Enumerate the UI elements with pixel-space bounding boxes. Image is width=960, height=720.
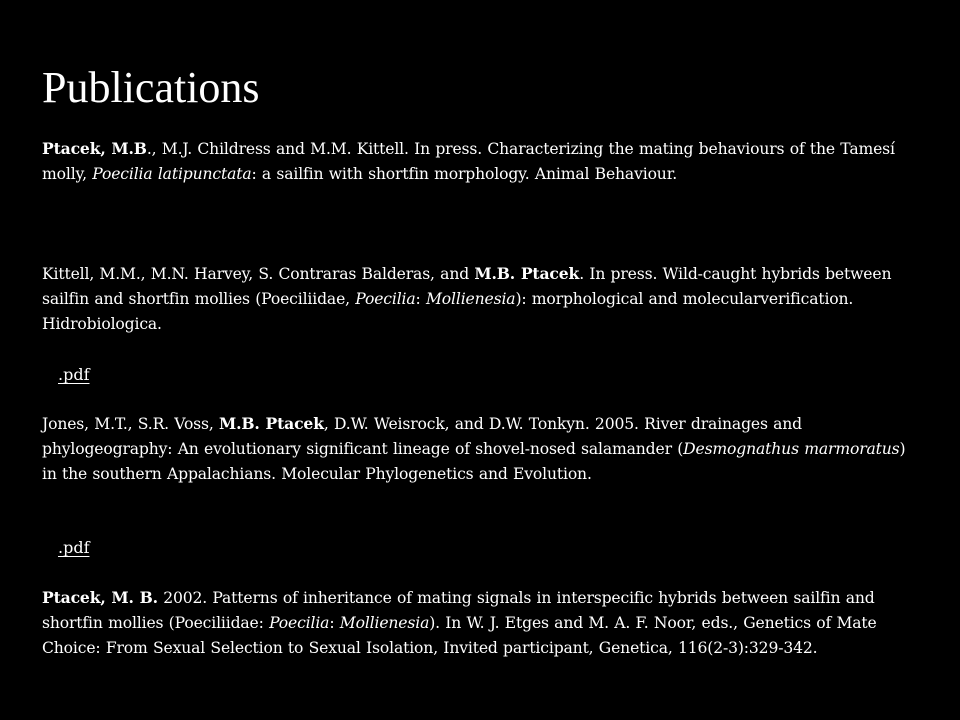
citation-text: , D.W. Weisrock, and D.W. Tonkyn. 2005. River drainages and phylogeography: An evolutionary significant lineage of shovel-nosed salamander ( — [42, 415, 803, 458]
author-highlight: M.B. Ptacek — [474, 264, 580, 283]
citation-text: Jones, M.T., S.R. Voss, — [42, 415, 220, 433]
species-name: Desmognathus marmoratus — [683, 440, 900, 458]
publication-entry — [42, 136, 922, 187]
citation-text: ) in the southern Appalachians. Molecular Phylogenetics and Evolution. — [42, 440, 906, 483]
citation-text: : — [415, 290, 426, 308]
author-highlight: Ptacek, M.B — [42, 139, 147, 158]
pdf-link[interactable]: .pdf — [58, 365, 90, 384]
citation-text: ): morphological and molecularverification. Hidrobiologica. — [42, 290, 854, 333]
page-title: Publications — [42, 63, 260, 112]
publication-entry — [42, 411, 922, 487]
citation-text: 2002. Patterns of inheritance of mating signals in interspecific hybrids between sailfin and shortfin mollies (Poeciliidae: — [42, 589, 875, 632]
subgenus-name: Mollienesia — [339, 614, 430, 632]
citation-text: ., M.J. Childress and M.M. Kittell. In press. Characterizing the mating behaviours of the Tamesí molly, — [42, 140, 895, 183]
citation-text: : — [329, 614, 340, 632]
author-highlight: M.B. Ptacek — [219, 414, 324, 433]
genus-name: Poecilia — [269, 614, 330, 632]
subgenus-name: Mollienesia — [425, 290, 516, 308]
citation-text: : a sailfin with shortfin morphology. Animal Behaviour. — [251, 165, 678, 183]
citation-text: Kittell, M.M., M.N. Harvey, S. Contraras Balderas, and — [42, 265, 475, 283]
publication-entry — [42, 261, 922, 337]
citation-text: ). In W. J. Etges and M. A. F. Noor, eds., Genetics of Mate Choice: From Sexual Selection to Sexual Isolation, Invited participant, Genetica, 116(2-3):329-342. — [42, 614, 877, 657]
pdf-link[interactable]: .pdf — [58, 538, 90, 557]
genus-name: Poecilia — [355, 290, 416, 308]
publication-entry — [42, 585, 922, 661]
author-highlight: Ptacek, M. B. — [42, 588, 158, 607]
citation-text: . In press. Wild-caught hybrids between sailfin and shortfin mollies (Poeciliidae, — [42, 265, 892, 308]
species-name: Poecilia latipunctata — [92, 165, 252, 183]
